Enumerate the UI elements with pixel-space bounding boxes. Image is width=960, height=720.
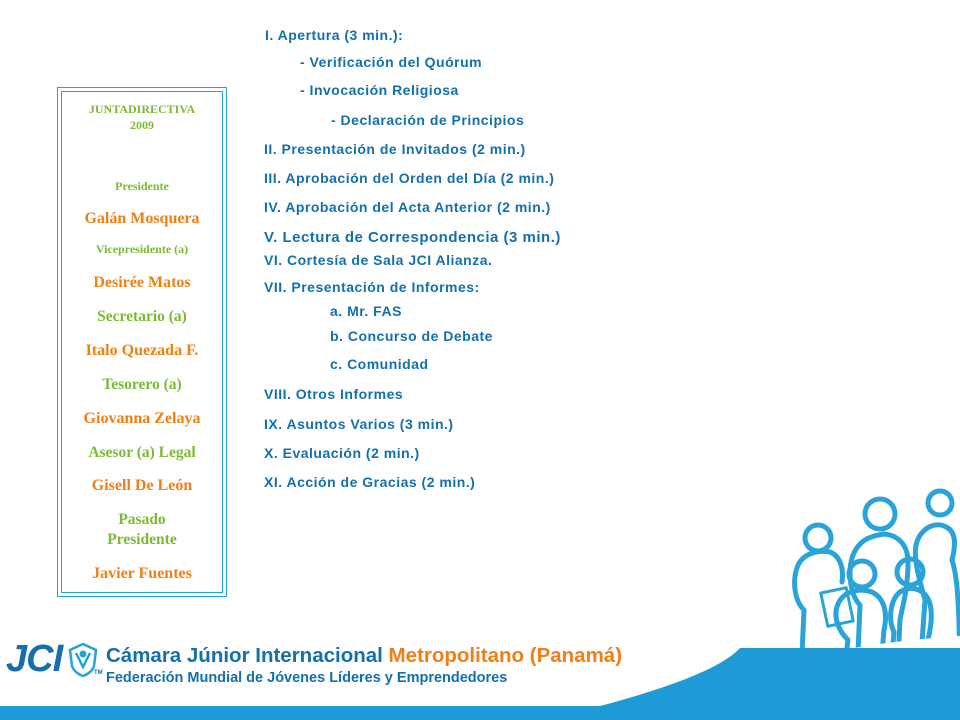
agenda-item: X. Evaluación (2 min.): [264, 445, 420, 461]
agenda-item: IV. Aprobación del Acta Anterior (2 min.): [264, 199, 551, 215]
agenda-subitem: b. Concurso de Debate: [330, 328, 493, 344]
tesorero-name: Giovanna Zelaya: [83, 410, 201, 427]
agenda-subitem: a. Mr. FAS: [330, 303, 402, 319]
footer: [0, 630, 623, 706]
org-name: [106, 644, 622, 668]
agenda-item: VIII. Otros Informes: [264, 386, 404, 402]
agenda-item: VI. Cortesía de Sala JCI Alianza.: [264, 252, 493, 268]
secretario-label: Secretario (a): [97, 308, 187, 325]
org-name-primary: Cámara Júnior Internacional: [106, 644, 383, 667]
agenda-item: I. Apertura (3 min.):: [265, 27, 404, 43]
vicepresidente-label: Vicepresidente (a): [95, 242, 189, 256]
agenda-item: IX. Asuntos Varios (3 min.): [264, 416, 454, 432]
asesor-name: Gisell De León: [91, 477, 193, 494]
jci-logo: JCI: [6, 638, 63, 680]
agenda-subitem: - Declaración de Principios: [331, 112, 525, 128]
pasado-label-line1: Pasado: [118, 511, 166, 528]
pasado-name: Javier Fuentes: [92, 565, 192, 582]
agenda-subitem: - Verificación del Quórum: [300, 54, 483, 70]
tm-mark: TM: [94, 670, 103, 676]
pasado-label-line2: Presidente: [107, 531, 177, 548]
asesor-label: Asesor (a) Legal: [88, 444, 196, 461]
agenda-item: XI. Acción de Gracias (2 min.): [264, 474, 476, 490]
org-name-secondary: Metropolitano (Panamá): [388, 644, 623, 667]
presidente-name: Galán Mosquera: [84, 210, 200, 227]
secretario-name: Italo Quezada F.: [85, 342, 199, 359]
board-title-line1: JUNTADIRECTIVA: [88, 102, 196, 116]
vicepresidente-name: Desirée Matos: [93, 274, 191, 291]
agenda-subitem: - Invocación Religiosa: [300, 82, 459, 98]
agenda-item: III. Aprobación del Orden del Día (2 min.): [264, 170, 555, 186]
org-tagline: Federación Mundial de Jóvenes Líderes y Emprendedores: [106, 670, 508, 686]
agenda-item: II. Presentación de Invitados (2 min.): [264, 141, 526, 157]
footer-band: [0, 706, 960, 720]
board-title-line2: 2009: [130, 118, 154, 132]
agenda-subitem: c. Comunidad: [330, 356, 429, 372]
tesorero-label: Tesorero (a): [102, 376, 182, 393]
agenda-item: V. Lectura de Correspondencia (3 min.): [264, 229, 561, 246]
agenda-item: VII. Presentación de Informes:: [264, 279, 480, 295]
presidente-label: Presidente: [115, 179, 169, 193]
